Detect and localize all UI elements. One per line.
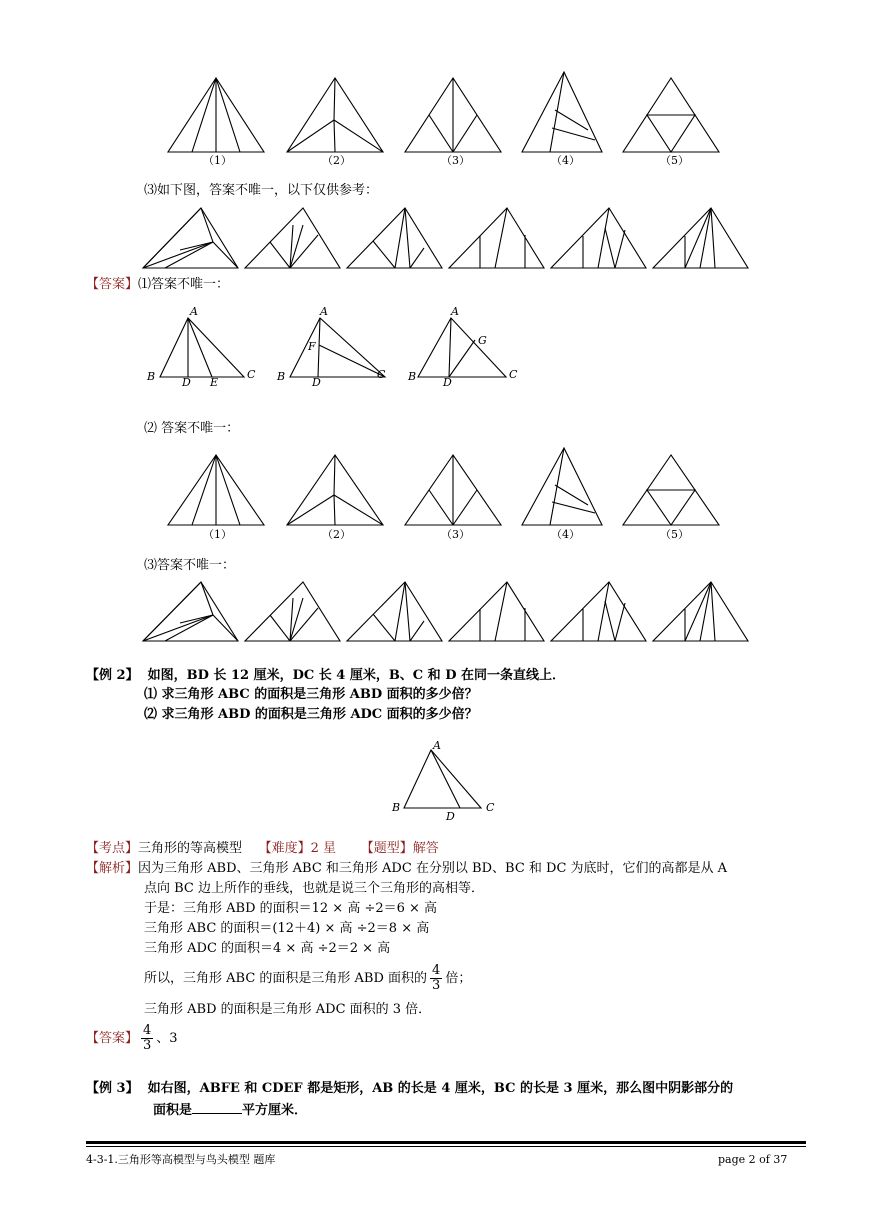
example-3-text-1: 如右图，ABFE 和 CDEF 都是矩形，AB 的长是 4 厘米，BC 的长是 3 厘米，那么图中阴影部分的 [147, 1081, 734, 1096]
fig1-label-C: C [247, 368, 256, 381]
analysis-tag: 【解析】 [86, 861, 139, 876]
answer-3-text: ⑶答案不唯一： [144, 558, 236, 573]
mid-caption-2: （2） [322, 528, 351, 541]
fig2-label-F: F [308, 340, 316, 353]
example-3-text-2b: 平方厘米． [242, 1103, 308, 1118]
analysis-text-2: 点向 BC 边上所作的垂线，也就是说三个三角形的高相等． [144, 881, 485, 896]
answer-1-text: ⑴答案不唯一： [138, 277, 230, 292]
fig1-label-B: B [147, 370, 156, 383]
analysis-text-3: 于是：三角形 ABD 的面积＝12 × 高 ÷2＝6 × 高 [144, 901, 438, 916]
fig2-label-D: D [312, 376, 321, 389]
mid-caption-1: （1） [203, 528, 232, 541]
analysis-text-5: 三角形 ADC 的面积＝4 × 高 ÷2＝2 × 高 [144, 941, 391, 956]
kp-value: 三角形的等高模型 [138, 841, 243, 856]
fig3-label-G: G [478, 334, 487, 347]
analysis-line-1 [86, 860, 727, 878]
difficulty-value: 2 星 [310, 841, 336, 856]
fig2-label-C: C [377, 368, 386, 381]
fig3-label-B: B [408, 370, 417, 383]
fig3-label-C: C [509, 368, 518, 381]
ex2-label-C: C [486, 801, 495, 814]
example-3-tag: 【例 3】 [86, 1081, 139, 1096]
mid-caption-3: （3） [441, 528, 470, 541]
ex2-label-B: B [392, 801, 401, 814]
fig1-label-A: A [190, 305, 198, 318]
part3-intro-text: ⑶如下图，答案不唯一，以下仅供参考： [144, 183, 379, 198]
fig2-label-A: A [320, 305, 328, 318]
kp-tag: 【考点】 [86, 841, 139, 856]
answer-blank [192, 1101, 242, 1114]
difficulty-tag: 【难度】 [258, 841, 311, 856]
final-answer-tag: 【答案】 [86, 1031, 139, 1046]
answer-fraction-num: 4 [143, 1023, 152, 1038]
ex2-label-A: A [433, 739, 441, 752]
answer-2-text: ⑵ 答案不唯一： [144, 421, 240, 436]
example-2-q2: ⑵ 求三角形 ABD 的面积是三角形 ADC 面积的多少倍？ [144, 707, 478, 722]
fig3-label-A: A [451, 305, 459, 318]
answer-rest: 、3 [156, 1031, 178, 1046]
example-3-line-2 [153, 1101, 307, 1120]
type-tag: 【题型】 [360, 841, 413, 856]
example-3-text-2a: 面积是 [153, 1103, 193, 1118]
top-caption-3: （3） [441, 154, 470, 167]
fraction-four-thirds [430, 964, 442, 993]
answer-fraction-den: 3 [143, 1038, 152, 1053]
analysis-text-4: 三角形 ABC 的面积＝(12＋4) × 高 ÷2＝8 × 高 [144, 921, 430, 936]
example-2-q1: ⑴ 求三角形 ABC 的面积是三角形 ABD 面积的多少倍？ [144, 687, 478, 702]
mid-caption-4: （4） [551, 528, 580, 541]
fig3-label-D: D [443, 376, 452, 389]
final-answer-line [86, 1022, 178, 1056]
answer-fraction [141, 1024, 153, 1053]
analysis-text-7: 三角形 ABD 的面积是三角形 ADC 面积的 3 倍． [144, 1002, 432, 1017]
mid-caption-5: （5） [660, 528, 689, 541]
top-caption-1: （1） [203, 154, 232, 167]
example-3-line-1 [86, 1080, 733, 1098]
example-2-stem: 如图，BD 长 12 厘米，DC 长 4 厘米，B、C 和 D 在同一条直线上． [147, 668, 565, 683]
type-value: 解答 [412, 841, 439, 856]
footer-rule-thick [86, 1141, 806, 1144]
footer-left: 4-3-1.三角形等高模型与鸟头模型 题库 [86, 1153, 276, 1166]
analysis-text-1: 因为三角形 ABD、三角形 ABC 和三角形 ADC 在分别以 BD、BC 和 DC 为底时，它们的高都是从 A [138, 861, 728, 876]
analysis-text-6a: 所以，三角形 ABC 的面积是三角形 ABD 面积的 [144, 971, 428, 986]
meta-line [86, 840, 439, 858]
footer-page-number: page 2 of 37 [718, 1153, 788, 1166]
analysis-text-6b: 倍； [445, 971, 472, 986]
fraction-numerator: 4 [432, 963, 441, 978]
ex2-label-D: D [446, 810, 455, 823]
top-caption-4: （4） [551, 154, 580, 167]
footer-rule-thin [86, 1146, 806, 1147]
fig1-label-D: D [182, 376, 191, 389]
top-caption-2: （2） [322, 154, 351, 167]
answer-tag: 【答案】 [86, 277, 139, 292]
fig2-label-B: B [277, 370, 286, 383]
top-caption-5: （5） [660, 154, 689, 167]
analysis-line-6 [144, 962, 471, 996]
fig1-label-E: E [210, 376, 219, 389]
example-2-tag: 【例 2】 [86, 668, 139, 683]
fraction-denominator: 3 [432, 978, 441, 993]
